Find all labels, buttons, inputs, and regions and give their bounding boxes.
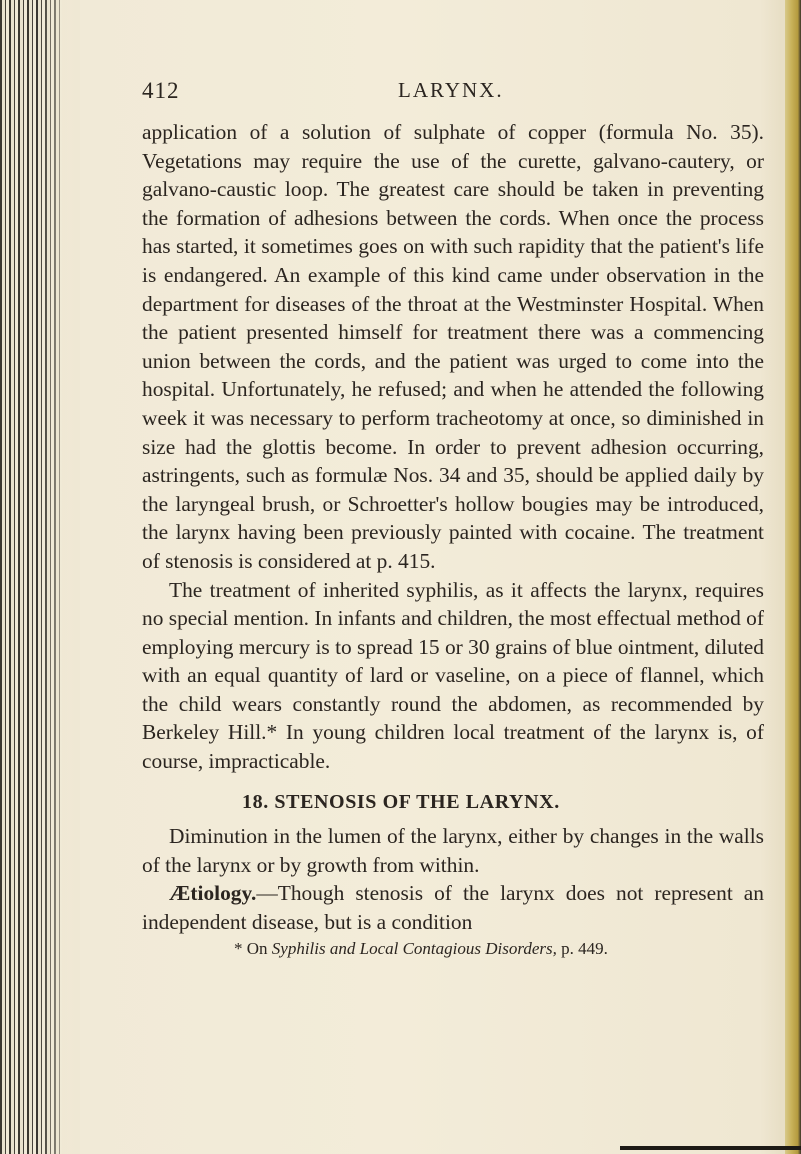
paragraph-1: application of a solution of sulphate of copper (formula No. 35). Vegetations may require the use of the curette, galvano-cautery, or galvano-caustic loop. The greatest care should be taken in preventing the formation of adhesions between the cords. When once the process has started, it sometimes goes on with such rapidity that the patient's life is endangered. An example of this kind came under observation in the department for diseases of the throat at the Westminster Hospital. When the patient presented himself for treatment there was a commencing union between the cords, and the patient was urged to come into the hospital. Unfortunately, he refused; and when he attended the following week it was necessary to perform tracheotomy at once, so diminished in size had the glottis become. In order to prevent adhesion occurring, astringents, such as formulæ Nos. 34 and 35, should be applied daily by the laryngeal brush, or Schroetter's hollow bougies may be introduced, the larynx having been previously painted with cocaine. The treatment of stenosis is considered at p. 415.: [142, 120, 764, 573]
aetiology-paragraph: [142, 879, 764, 936]
page-edge: [785, 0, 801, 1154]
footnote-marker: * On: [234, 938, 272, 958]
binding-shadow: [40, 0, 80, 1154]
running-title: LARYNX.: [398, 78, 504, 102]
section-heading: 18. STENOSIS OF THE LARYNX.: [242, 790, 560, 813]
footnote: [142, 937, 764, 961]
body-text: [142, 118, 764, 961]
running-head: [142, 78, 762, 110]
aetiology-text: —Though stenosis of the larynx does not represent an independent disease, but is a condition: [142, 881, 764, 935]
paragraph-2: The treatment of inherited syphilis, as it affects the larynx, requires no special mention. In infants and children, the most effectual method of employing mercury is to spread 15 or 30 grains of blue ointment, diluted with an equal quantity of lard or vaseline, on a piece of flannel, which the child wears constantly round the abdomen, as recommended by Berkeley Hill.* In young children local treatment of the larynx is, of course, impracticable.: [142, 577, 764, 774]
section-definition: Diminution in the lumen of the larynx, either by changes in the walls of the larynx or by growth from within.: [142, 824, 764, 877]
aetiology-subhead: Ætiology.: [169, 881, 257, 906]
footnote-page: p. 449.: [556, 938, 608, 958]
bottom-edge-rule: [620, 1146, 801, 1150]
page-number: 412: [142, 78, 180, 103]
footnote-title: Syphilis and Local Contagious Disorders,: [271, 938, 557, 958]
